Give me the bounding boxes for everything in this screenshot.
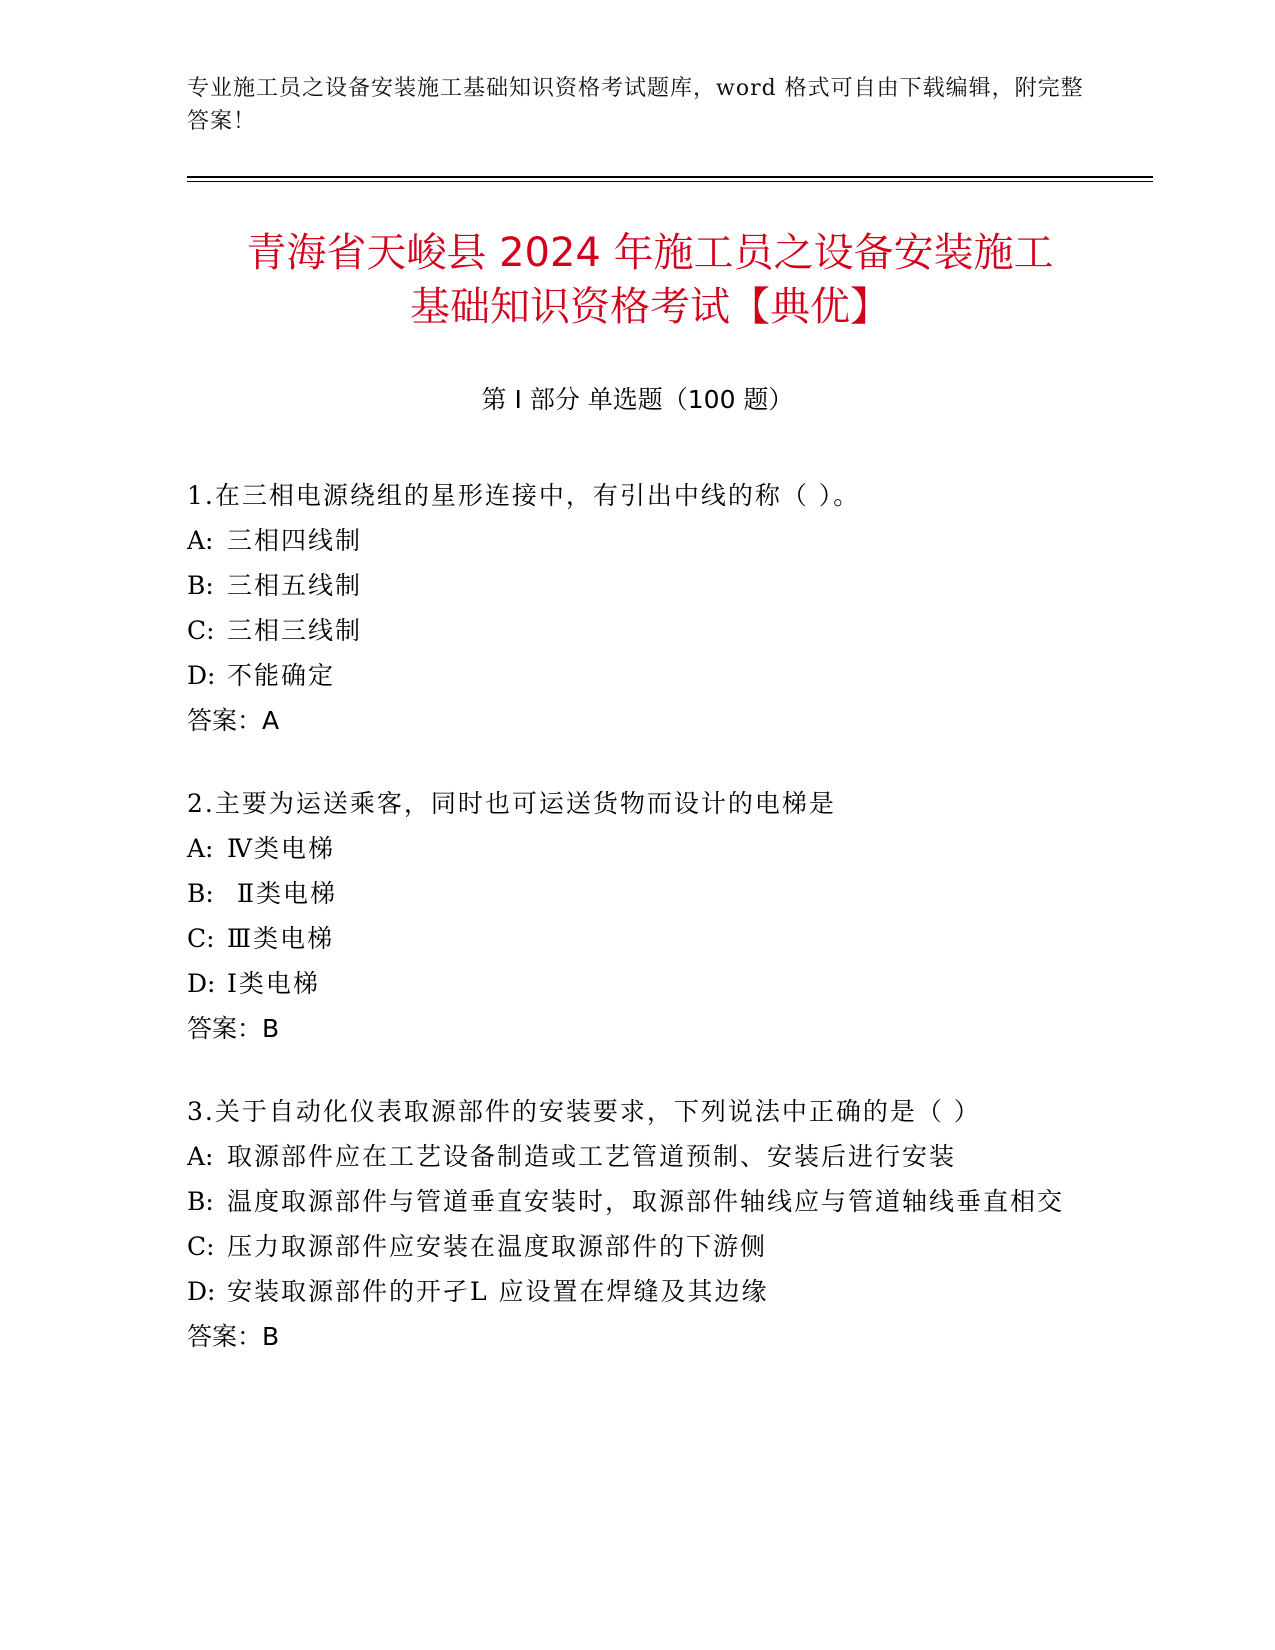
option-d (187, 653, 1087, 698)
option-label: C: (187, 1232, 215, 1261)
document-title (150, 226, 1150, 334)
option-label: D: (187, 1277, 216, 1306)
answer-prefix: 答案： (187, 1014, 263, 1043)
option-text: 三相四线制 (227, 526, 363, 555)
option-a (187, 518, 1087, 563)
option-text: 三相五线制 (227, 571, 363, 600)
option-text: Ⅲ类电梯 (227, 924, 335, 953)
answer-line (187, 698, 1087, 743)
option-label: C: (187, 616, 215, 645)
option-text: 压力取源部件应安装在温度取源部件的下游侧 (227, 1232, 768, 1261)
option-text: 不能确定 (227, 661, 336, 690)
answer-line (187, 1006, 1087, 1051)
option-d (187, 1269, 1087, 1314)
option-label: D: (187, 969, 216, 998)
option-b (187, 871, 1087, 916)
option-c (187, 916, 1087, 961)
answer-value: A (262, 706, 280, 735)
header-note: 专业施工员之设备安装施工基础知识资格考试题库，word 格式可自由下载编辑，附完整答案！ (187, 76, 1084, 134)
option-text: 取源部件应在工艺设备制造或工艺管道预制、安装后进行安装 (227, 1142, 957, 1171)
option-text: 温度取源部件与管道垂直安装时，取源部件轴线应与管道轴线垂直相交 (227, 1187, 1065, 1216)
option-a (187, 826, 1087, 871)
option-a (187, 1134, 1087, 1179)
option-c (187, 1224, 1087, 1269)
option-label: A: (187, 1142, 214, 1171)
question-2 (187, 781, 1087, 1051)
answer-line (187, 1314, 1087, 1359)
header-rule-thin (187, 181, 1153, 182)
option-label: A: (187, 834, 214, 863)
question-3 (187, 1089, 1087, 1359)
answer-prefix: 答案： (187, 706, 263, 735)
question-list (187, 473, 1087, 1397)
answer-value: B (262, 1322, 280, 1351)
option-label: C: (187, 924, 215, 953)
option-label: B: (187, 571, 214, 600)
option-text: 三相三线制 (227, 616, 363, 645)
question-stem: 3.关于自动化仪表取源部件的安装要求，下列说法中正确的是（ ） (187, 1097, 981, 1126)
option-b (187, 563, 1087, 608)
option-label: A: (187, 526, 214, 555)
option-label: D: (187, 661, 216, 690)
option-c (187, 608, 1087, 653)
option-label: B: (187, 1187, 214, 1216)
title-line-2: 基础知识资格考试【典优】 (410, 284, 890, 330)
option-text: Ⅳ类电梯 (227, 834, 335, 863)
section-heading: 第 I 部分 单选题（100 题） (481, 385, 794, 414)
question-stem: 1.在三相电源绕组的星形连接中，有引出中线的称（ ）。 (187, 481, 861, 510)
answer-prefix: 答案： (187, 1322, 263, 1351)
option-text: 安装取源部件的开孑L 应设置在焊缝及其边缘 (227, 1277, 769, 1306)
question-stem: 2.主要为运送乘客，同时也可运送货物而设计的电梯是 (187, 789, 836, 818)
option-d (187, 961, 1087, 1006)
answer-value: B (262, 1014, 280, 1043)
question-1 (187, 473, 1087, 743)
header-rule-thick (187, 176, 1153, 178)
option-text: Ⅱ类电梯 (227, 879, 337, 908)
option-text: Ⅰ类电梯 (227, 969, 320, 998)
option-label: B: (187, 879, 214, 908)
option-b (187, 1179, 1087, 1224)
title-line-1: 青海省天峻县 2024 年施工员之设备安装施工 (246, 230, 1054, 276)
